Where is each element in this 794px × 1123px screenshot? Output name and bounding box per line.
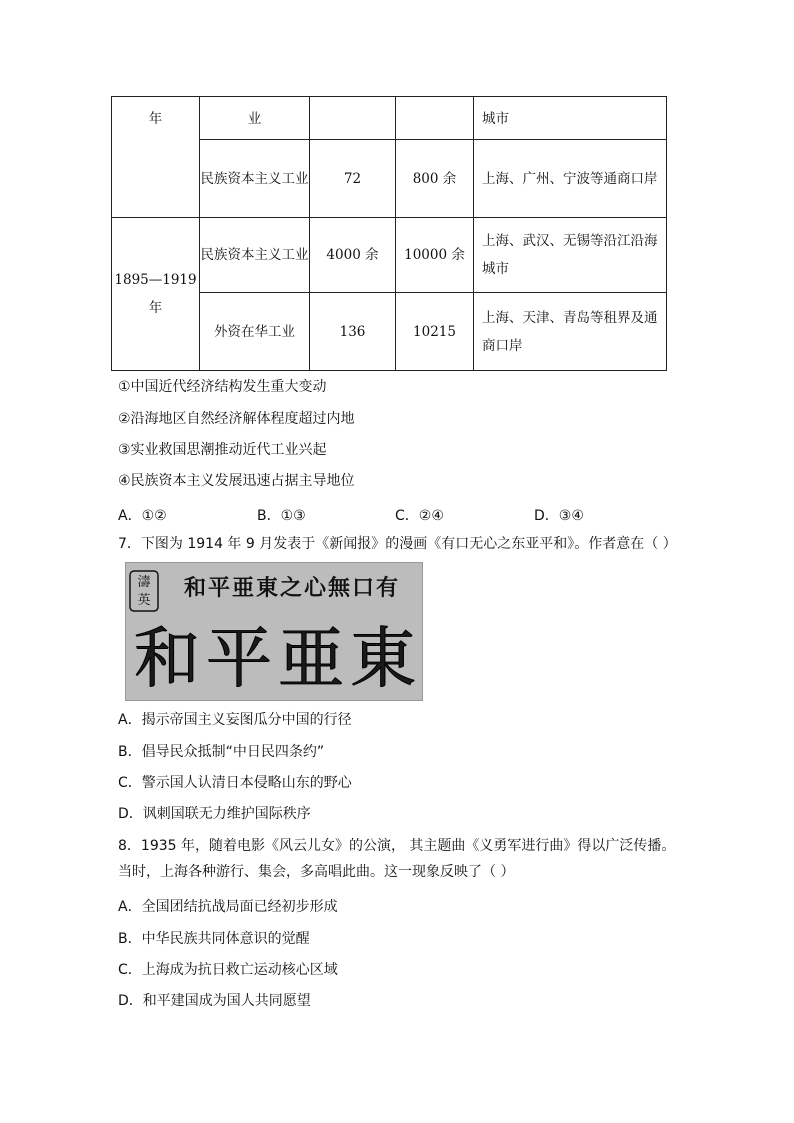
option-d[interactable]: D．③④ [534,508,584,524]
table-row [112,97,667,140]
statement-4: ④民族资本主义发展迅速占据主导地位 [118,473,355,489]
signature-char-1: 濤 [137,575,151,590]
table-cell: 10000 余 [396,218,474,293]
q7-option-a[interactable]: A．揭示帝国主义妄图瓜分中国的行径 [118,712,352,728]
q8-option-b[interactable]: B．中华民族共同体意识的觉醒 [118,931,310,947]
table-cell: 外资在华工业 [200,293,310,371]
table-cell [310,97,396,140]
cartoon-image [125,562,423,701]
statement-1: ①中国近代经济结构发生重大变动 [118,379,327,395]
q8-option-a[interactable]: A．全国团结抗战局面已经初步形成 [118,899,338,915]
table-cell: 800 余 [396,140,474,218]
q8-option-c[interactable]: C．上海成为抗日救亡运动核心区域 [118,962,338,978]
q7-option-d[interactable]: D．讽刺国联无力维护国际秩序 [118,806,311,822]
industry-table [111,96,667,371]
q7-stem: 7．下图为 1914 年 9 月发表于《新闻报》的漫画《有口无心之东亚平和》。作者意在（ ） [118,536,677,552]
option-b[interactable]: B．①③ [257,508,306,524]
cartoon-top-text: 和平亜東之心無口有 [183,575,401,601]
q7-option-b[interactable]: B．倡导民众抵制“中日民四条约” [118,744,325,760]
table-cell: 4000 余 [310,218,396,293]
statement-2: ②沿海地区自然经济解体程度超过内地 [118,411,355,427]
table-cell: 民族资本主义工业 [200,218,310,293]
table-row [112,218,667,293]
table-cell: 72 [310,140,396,218]
statement-3: ③实业救国思潮推动近代工业兴起 [118,442,327,458]
table-cell: 上海、武汉、无锡等沿江沿海城市 [474,218,667,293]
q6-options [118,505,678,525]
q8-option-d[interactable]: D．和平建国成为国人共同愿望 [118,993,311,1009]
table-cell: 136 [310,293,396,371]
option-a[interactable]: A．①② [118,508,167,524]
table-cell: 10215 [396,293,474,371]
option-c[interactable]: C．②④ [395,508,444,524]
table-cell: 城市 [474,97,667,140]
table-cell: 年 [112,97,200,218]
q8-stem: 8．1935 年，随着电影《风云儿女》的公演， 其主题曲《义勇军进行曲》得以广泛传播。当时，上海各种游行、集会，多高唱此曲。这一现象反映了（ ） [118,838,676,880]
q7-option-c[interactable]: C．警示国人认清日本侵略山东的野心 [118,775,352,791]
table-cell: 1895—1919 年 [112,218,200,371]
table-cell: 上海、天津、青岛等租界及通商口岸 [474,293,667,371]
cartoon-big-text: 和平亜東 [134,620,422,697]
table-cell: 民族资本主义工业 [200,140,310,218]
table-cell: 上海、广州、宁波等通商口岸 [474,140,667,218]
signature-char-2: 英 [137,593,151,608]
table-cell [396,97,474,140]
table-cell: 业 [200,97,310,140]
